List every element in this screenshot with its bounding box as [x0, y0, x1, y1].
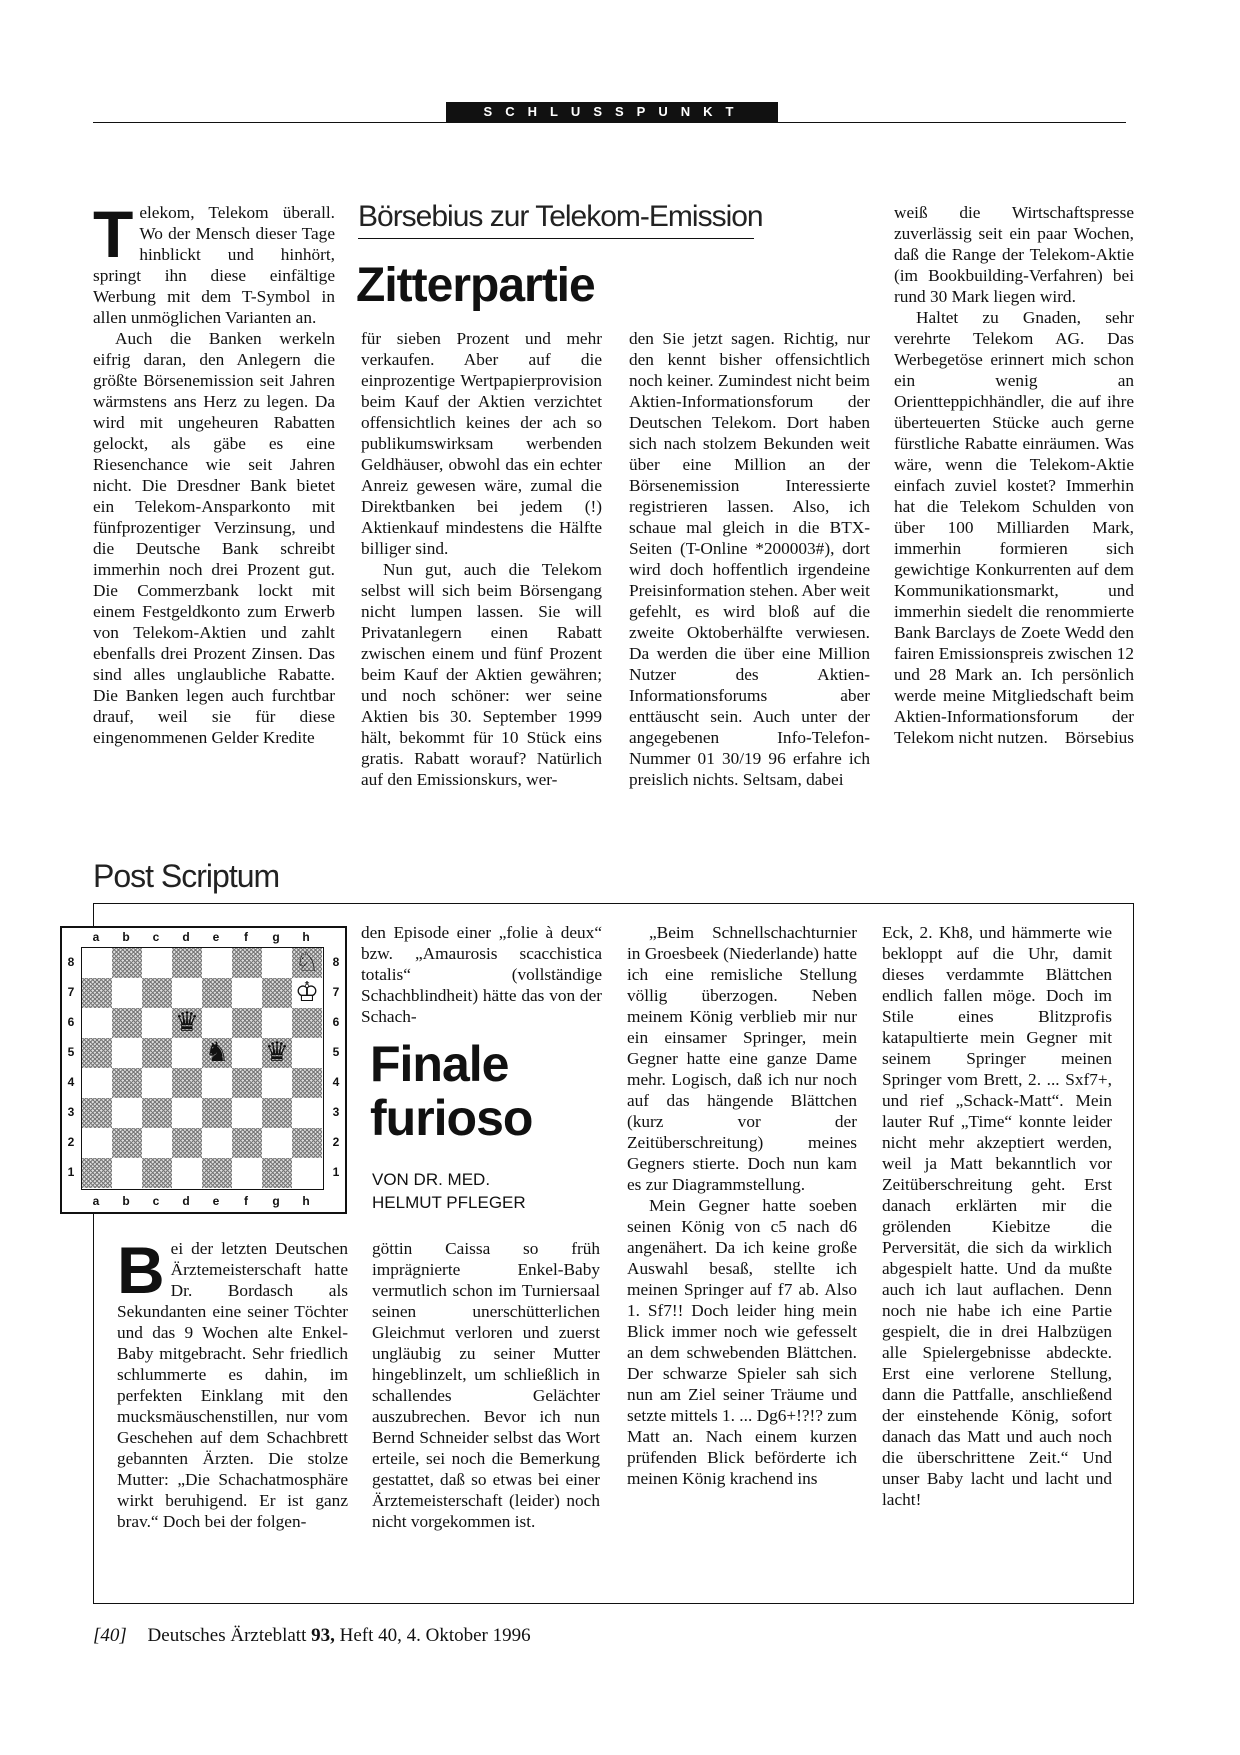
file-label: a [92, 1194, 100, 1208]
board-square [202, 1128, 232, 1158]
byline-line: VON DR. MED. [372, 1170, 491, 1189]
board-square [202, 1068, 232, 1098]
board-square [232, 1038, 262, 1068]
board-square [172, 1068, 202, 1098]
board-square [262, 1008, 292, 1038]
header-rule [93, 122, 1126, 123]
board-square [82, 1128, 112, 1158]
board-square [232, 978, 262, 1008]
file-label: c [152, 930, 160, 944]
paragraph: den Episode einer „folie à deux“ bzw. „Amaurosis scacchistica totalis“ (vollständige Schachblindheit) hätte das von der Schach- [361, 923, 602, 1026]
board-square [82, 1008, 112, 1038]
board-square [172, 1158, 202, 1188]
board-square [292, 1068, 322, 1098]
board-square [172, 978, 202, 1008]
board-square [142, 948, 172, 978]
file-label: g [272, 1194, 280, 1208]
article-headline: Zitterpartie [356, 259, 595, 312]
paragraph: Eck, 2. Kh8, und hämmerte wie bekloppt auf die Uhr, damit dieses verdammte Blättchen endlich fallen möge. Doch im Stile eines Blitzprofis katapultierte mein Gegner mit seinem Springer meinen Springer vom Brett, 2. ... Sxf7+, und rief „Schack-Matt“. Mein lauter Ruf „Time“ konnte leider nicht mehr akzeptiert werden, weil ja Matt bekanntlich vor Zeitüberschreitung geht. Erst danach erklärten mir die grölenden Kiebitze die Perversität, die sich da wirklich abgespielt hatte. Und da mußte auch ich laut auflachen. Denn noch nie habe ich eine Partie gespielt, die in drei Halbzügen alle Spielergebnisse abdeckte. Erst eine verlorene Stellung, dann die Pattfalle, anschließend der einstehende König, sofort danach das Matt und auch noch die überschrittene Zeit.“ Und unser Baby lacht und lacht und lacht! [882, 923, 1112, 1509]
rank-labels-left [62, 928, 80, 1215]
section-label: SCHLUSSPUNKT [446, 102, 778, 122]
file-labels-bottom [62, 1192, 349, 1210]
board-square [172, 948, 202, 978]
issue: Heft 40, 4. Oktober 1996 [339, 1625, 531, 1646]
paragraph: Mein Gegner hatte soeben seinen König von c5 nach d6 angenähert. Da ich keine große Auswahl besaß, stellte ich meinen Springer auf f7 ab. Also 1. Sf7!! Doch leider hing mein Blick immer noch wie gefesselt an dem schwebenden Blättchen. Der schwarze Spieler sah sich nun am Ziel seiner Träume und setzte mittels 1. ... Dg6+!?!? zum Matt an. Nach einem kurzen prüfenden Blick beförderte ich meinen König krachend ins [627, 1196, 858, 1488]
board-square [82, 948, 112, 978]
rank-label: 1 [332, 1165, 340, 1179]
board-square [232, 1098, 262, 1128]
article1-col3 [629, 328, 870, 790]
board-square [202, 1008, 232, 1038]
board-square [202, 978, 232, 1008]
black-queen-icon: ♛ [174, 1007, 200, 1038]
paragraph: Auch die Banken werkeln eifrig daran, den Anlegern die größte Börsenemission seit Jahren wärmstens ans Herz zu legen. Da wird mit ungeheuren Rabatten gelockt, als gäbe es eine Riesenchance wie seit Jahren nicht. Die Dresdner Bank bietet ein Telekom-Ansparkonto mit fünfprozentiger Verzinsung, und die Deutsche Bank schreibt immerhin noch drei Prozent gut. Die Commerzbank lockt mit einem Festgeldkonto zum Erwerb von Telekom-Aktien und zahlt ebenfalls drei Prozent Zinsen. Das sind alles unglaubliche Rabatte. Die Banken legen auch furchtbar drauf, weil sie für diese eingenommenen Gelder Kredite [93, 329, 335, 747]
board-square [142, 1098, 172, 1128]
rank-label: 4 [67, 1075, 75, 1089]
section-title: Post Scriptum [93, 858, 280, 894]
file-label: e [212, 1194, 220, 1208]
board-square [292, 1158, 322, 1188]
byline [372, 1168, 526, 1214]
board-square [82, 978, 112, 1008]
file-label: c [152, 1194, 160, 1208]
paragraph: weiß die Wirtschaftspresse zuverlässig seit ein paar Wochen, daß die Range der Telekom-Aktie (im Bookbuilding-Verfahren) bei rund 30 Mark liegen wird. [894, 203, 1134, 306]
rank-label: 3 [332, 1105, 340, 1119]
board-square [112, 1098, 142, 1128]
article2-col2-bottom [372, 1238, 600, 1532]
file-label: e [212, 930, 220, 944]
board-square [202, 1098, 232, 1128]
black-knight-icon: ♞ [204, 1037, 230, 1068]
rank-labels-right [327, 928, 345, 1215]
board-square [82, 1158, 112, 1188]
file-label: f [244, 1194, 248, 1208]
article1-col2 [361, 328, 602, 790]
board-square [112, 1068, 142, 1098]
board-square [292, 1098, 322, 1128]
file-label: b [122, 930, 130, 944]
file-label: g [272, 930, 280, 944]
rank-label: 1 [67, 1165, 75, 1179]
board-square [262, 1158, 292, 1188]
board-square [112, 978, 142, 1008]
board-square [142, 1158, 172, 1188]
rank-label: 2 [332, 1135, 340, 1149]
article1-col4 [894, 202, 1134, 748]
paragraph: Nun gut, auch die Telekom selbst will sich beim Börsengang nicht lumpen lassen. Sie will Privatanlegern einen Rabatt zwischen einem und fünf Prozent beim Kauf der Aktien gewähren; und noch schöner: wer seine Aktien bis 30. September 1999 hält, bekommt für 10 Stück eins gratis. Rabatt worauf? Natürlich auf den Emissionskurs, wer- [361, 560, 602, 789]
headline-line: furioso [370, 1090, 533, 1146]
board-square [202, 948, 232, 978]
rank-label: 8 [67, 955, 75, 969]
board-square [142, 978, 172, 1008]
board-square [232, 948, 262, 978]
ps-headline [370, 1037, 532, 1145]
paragraph: göttin Caissa so früh imprägnierte Enkel-Baby vermutlich schon im Turniersaal seinen unerschütterlichen Gleichmut verloren und zuerst ungläubig zu seiner Mutter hingeblinzelt, um schließlich in schallendes Gelächter auszubrechen. Bevor ich nun Bernd Schneider selbst das Wort erteile, sei noch die Bemerkung gestattet, daß so etwas bei einer Ärztemeisterschaft (leider) noch nicht vorgekommen ist. [372, 1239, 600, 1531]
rank-label: 7 [67, 985, 75, 999]
board-square [142, 1008, 172, 1038]
file-label: h [302, 930, 310, 944]
file-labels-top [62, 928, 349, 946]
white-king-icon: ♔ [294, 977, 320, 1008]
file-label: d [182, 930, 190, 944]
rank-label: 2 [67, 1135, 75, 1149]
page-number: [40] [93, 1625, 127, 1646]
board-square [82, 1068, 112, 1098]
board-square [292, 1128, 322, 1158]
rank-label: 5 [67, 1045, 75, 1059]
page-footer [93, 1625, 531, 1647]
chess-diagram [60, 926, 347, 1214]
board-square [112, 948, 142, 978]
rank-label: 6 [332, 1015, 340, 1029]
board-square [142, 1038, 172, 1068]
board-square [82, 1038, 112, 1068]
rank-label: 6 [67, 1015, 75, 1029]
signature: Börsebius [1064, 728, 1134, 747]
paragraph: Haltet zu Gnaden, sehr verehrte Telekom AG. Das Werbegetöse erinnert mich schon ein wenig an Orientteppichhändler, die auf ihre überteuerten Stücke auch gerne fürstliche Rabatte einräumen. Was wäre, wenn die Telekom-Aktie einfach zuviel kostet? Immerhin hat die Telekom Schulden von über 100 Milliarden Mark, immerhin formieren sich gewichtige Konkurrenten auf dem Kommunikationsmarkt, und immerhin siedelt die renommierte Bank Barclays de Zoete Wedd den fairen Emissionspreis zwischen 12 und 28 Mark an. Ich persönlich werde meine Mitgliedschaft beim Aktien-Informationsforum der Telekom nicht nutzen. [894, 308, 1134, 747]
board-square [262, 978, 292, 1008]
chess-board [81, 947, 324, 1190]
headline-line: Finale [370, 1036, 509, 1092]
article2-col2-top [361, 922, 602, 1027]
article2-col4 [882, 922, 1112, 1510]
file-label: d [182, 1194, 190, 1208]
board-square [112, 1038, 142, 1068]
journal-name: Deutsches Ärzteblatt [147, 1625, 307, 1646]
article1-col1 [93, 197, 335, 748]
board-square [202, 1158, 232, 1188]
board-square [232, 1008, 262, 1038]
board-square [142, 1128, 172, 1158]
file-label: a [92, 930, 100, 944]
board-square [232, 1128, 262, 1158]
dropcap: B [117, 1233, 165, 1307]
board-square [232, 1158, 262, 1188]
board-square [232, 1068, 262, 1098]
board-square [262, 1098, 292, 1128]
board-square [112, 1008, 142, 1038]
board-square [112, 1128, 142, 1158]
rank-label: 8 [332, 955, 340, 969]
file-label: h [302, 1194, 310, 1208]
board-square [172, 1038, 202, 1068]
file-label: f [244, 930, 248, 944]
board-square [262, 1068, 292, 1098]
paragraph: ei der letzten Deutschen Ärztemeisterschaft hatte Dr. Bordasch als Sekundanten eine seiner Töchter und das 9 Wochen alte Enkel-Baby mitgebracht. Sehr friedlich schlummerte es dahin, im perfekten Einklang mit den mucksmäuschenstillen, nur vom Geschehen auf dem Schachbrett gebannten Ärzten. Die stolze Mutter: „Die Schachatmosphäre wirkt beruhigend. Er ist ganz brav.“ Doch bei der folgen- [117, 1239, 348, 1531]
black-queen-icon: ♛ [264, 1037, 290, 1068]
rank-label: 3 [67, 1105, 75, 1119]
kicker-rule [358, 238, 754, 239]
paragraph: den Sie jetzt sagen. Richtig, nur den kennt bisher offensichtlich noch keiner. Zumindest nicht beim Aktien-Informationsforum der Deutschen Telekom. Dort haben sich nach stolzem Bekunden weit über eine Million an der Börsenemission Interessierte registrieren lassen. Also, ich schaue mal gleich in die BTX-Seiten (T-Online *200003#), dort wird doch hoffentlich irgendeine Preisinformation stehen. Aber weit gefehlt, es wird bloß auf die zweite Oktoberhälfte verwiesen. Da werden die über eine Million Nutzer des Aktien-Informationsforums aber enttäuscht sein. Auch unter der angegebenen Info-Telefon-Nummer 01 30/19 96 erfahre ich preislich nichts. Seltsam, dabei [629, 329, 870, 789]
white-knight-icon: ♘ [294, 947, 320, 978]
board-square [262, 948, 292, 978]
board-square [172, 1098, 202, 1128]
volume: 93, [311, 1625, 335, 1646]
paragraph: elekom, Telekom überall. Wo der Mensch dieser Tage hinblickt und hinhört, springt ihn diese einfältige Werbung mit dem T-Symbol in allen unmöglichen Varianten an. [93, 203, 335, 327]
article2-col3 [627, 922, 857, 1489]
rank-label: 4 [332, 1075, 340, 1089]
board-square [292, 1008, 322, 1038]
board-square [172, 1128, 202, 1158]
board-square [112, 1158, 142, 1188]
rank-label: 7 [332, 985, 340, 999]
rank-label: 5 [332, 1045, 340, 1059]
paragraph: „Beim Schnellschachturnier in Groesbeek (Niederlande) hatte ich eine remisliche Stellung völlig überzogen. Neben meinem König verblieb mir nur ein einsamer Springer, mein Gegner hatte eine ganze Dame mehr. Logisch, daß ich nur noch auf das hängende Blättchen (kurz vor der Zeitüberschreitung) meines Gegners stierte. Doch nun kam es zur Diagrammstellung. [627, 923, 857, 1194]
article2-col1 [117, 1233, 348, 1532]
dropcap: T [93, 197, 134, 271]
board-square [82, 1098, 112, 1128]
byline-line: HELMUT PFLEGER [372, 1193, 526, 1212]
file-label: b [122, 1194, 130, 1208]
board-square [262, 1128, 292, 1158]
board-square [142, 1068, 172, 1098]
board-square [292, 1038, 322, 1068]
paragraph: für sieben Prozent und mehr verkaufen. Aber auf die einprozentige Wertpapierprovision beim Kauf der Aktien verzichtet offensichtlich keines der ach so publikumswirksam werbenden Geldhäuser, obwohl das ein echter Anreiz gewesen wäre, zumal die Direktbanken bei jedem (!) Aktienkauf mindestens die Hälfte billiger sind. [361, 329, 602, 558]
article-kicker: Börsebius zur Telekom-Emission [358, 200, 763, 233]
